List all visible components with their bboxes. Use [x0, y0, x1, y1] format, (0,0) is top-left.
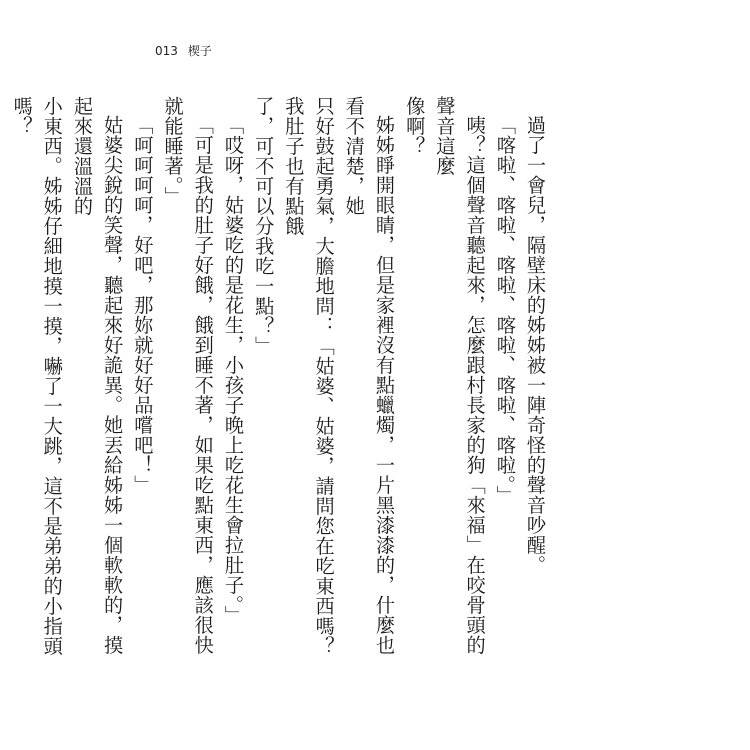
- text-column-2: 「喀啦、喀啦、喀啦、喀啦、喀啦、喀啦。」: [493, 115, 517, 506]
- text-column-10: 「呵呵呵呵，好吧，那妳就好好品嚐吧！」: [131, 115, 155, 496]
- text-column-7: 了，可不可以分我吃一點？」: [252, 96, 276, 356]
- running-header: [155, 42, 212, 59]
- text-column-5: 姊姊睜開眼睛，但是家裡沒有點蠟燭，一片黑漆漆的，什麼也看不清楚，她: [342, 96, 396, 656]
- chapter-title: 楔子: [187, 44, 212, 58]
- text-column-9: 「可是我的肚子好餓，餓到睡不著，如果吃點東西，應該很快就能睡著。」: [161, 96, 215, 656]
- text-column-11: 姑婆尖銳的笑聲，聽起來好詭異。她丟給姊姊一個軟軟的，摸起來還溫溫的: [70, 96, 125, 656]
- text-column-12: 小東西。姊姊仔細地摸一摸，嚇了一大跳，這不是弟弟的小指頭嗎？: [10, 96, 64, 656]
- page-number: 013: [155, 44, 178, 58]
- vertical-body-text: [6, 96, 550, 656]
- text-column-8: 「哎呀，姑婆吃的是花生，小孩子晚上吃花生會拉肚子。」: [221, 115, 245, 626]
- text-column-3: 咦？這個聲音聽起來，怎麼跟村長家的狗「來福」在咬骨頭的聲音這麼: [433, 96, 487, 656]
- text-column-4: 像啊？: [403, 96, 427, 156]
- text-column-1: 過了一會兒，隔壁床的姊姊被一陣奇怪的聲音吵醒。: [524, 115, 547, 576]
- text-column-6: 只好鼓起勇氣，大膽地問：「姑婆、姑婆，請問您在吃東西嗎？我肚子也有點餓: [282, 96, 336, 656]
